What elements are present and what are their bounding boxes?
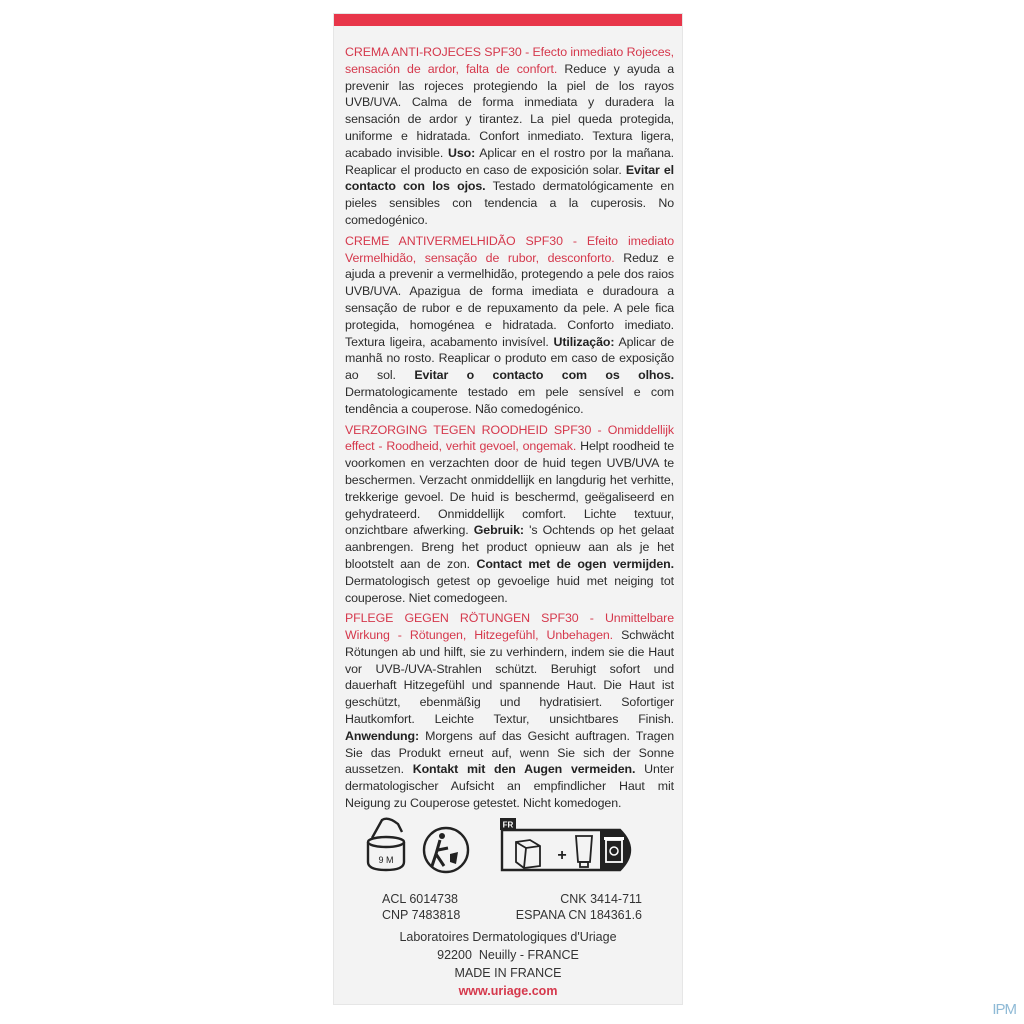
recycling-icons [354,812,654,880]
section-es-bold-use: Uso: [448,145,476,160]
section-pt-text: Reduz e ajuda a prevenir a vermelhidão, protegendo a pele dos raios UVB/UVA. Apazigua de forma imediata e duradoura a sensação de rubor e de repuxamento da pele. A pele fica protegida, homogénea e hidratada. Conforto imediato. Textura ligeira, acabamento invisível. [345,250,674,349]
section-es-text-3: Testado dermatológicamente en pieles sensibles con tendencia a la cuperosis. No comedogénico. [345,179,674,227]
fr-label: FR [502,820,514,830]
acl-code: ACL 6014738 [382,892,458,906]
lab-name: Laboratoires Dermatologiques d'Uriage [399,930,617,944]
section-nl [345,422,674,607]
product-description [345,44,674,816]
section-pt-bold-use: Utilização: [553,334,615,349]
tidyman-icon [424,828,468,872]
section-es-bold-warning: Evitar el contacto con los ojos. [345,162,674,194]
section-de-bold-use: Anwendung: [345,728,420,743]
section-es [345,44,674,229]
section-nl-bold-warning: Contact met de ogen vermijden. [476,556,674,571]
section-es-heading: CREMA ANTI-ROJECES SPF30 - Efecto inmediato Rojeces, sensación de ardor, falta de confort. [345,45,674,76]
lab-address: 92200 Neuilly - FRANCE [437,948,579,962]
pao-jar-icon [368,819,404,870]
section-nl-text-2: 's Ochtends op het gelaat aanbrengen. Breng het product opnieuw aan als je het blootstelt aan de zon. [345,523,674,571]
section-pt-heading: CREME ANTIVERMELHIDÃO SPF30 - Efeito imediato Vermelhidão, sensação de rubor, desconforto. [345,233,674,265]
section-de-heading: PFLEGE GEGEN RÖTUNGEN SPF30 - Unmittelbare Wirkung - Rötungen, Hitzegefühl, Unbehagen. [345,611,674,643]
plus-sign: + [557,847,567,864]
red-top-bar [334,14,682,26]
made-in: MADE IN FRANCE [454,966,562,980]
section-es-text-2: Aplicar en el rostro por la mañana. Reaplicar el producto en caso de exposición solar. [345,145,675,177]
section-pt-text-2: Aplicar de manhã no rosto. Reaplicar o produto em caso de exposição ao sol. [345,334,674,383]
codes-row-2 [382,907,642,923]
section-pt-bold-warning: Evitar o contacto com os olhos. [414,368,674,383]
section-de-text-3: Unter dermatologischer Aufsicht an empfindlicher Haut mit Neigung zu Couperose getestet. Nicht komedogen. [345,762,674,811]
ipm-watermark: IPM [992,1001,1016,1018]
section-pt [345,233,674,418]
manufacturer-info [334,928,682,1000]
codes-row-1 [382,891,642,907]
cnk-code: CNK 3414-711 [560,892,642,906]
section-nl-bold-use: Gebruik: [473,523,524,538]
section-es-text: Reduce y ayuda a prevenir las rojeces protegiendo la piel de los rayos UVB/UVA. Calma de forma inmediata y duradera la sensación de ardor y tirantez. La piel queda protegida, uniforme e hidratada. Confort inmediato. Textura ligera, acabado invisible. [345,61,674,160]
website-link[interactable]: www.uriage.com [458,984,558,998]
espana-code: ESPANA CN 184361.6 [515,908,642,922]
section-de-text-2: Morgens auf das Gesicht auftragen. Tragen Sie das Produkt erneut auf, wenn Sie sich der Sonne aussetzen. [345,728,674,777]
section-de [345,610,674,812]
pao-label: 9 M [378,855,394,865]
section-pt-text-3: Dermatologicamente testado em pele sensível e com tendência a couperose. Não comedogénico. [345,384,674,416]
section-nl-text-3: Dermatologisch getest op gevoelige huid met neiging tot couperose. Niet comedogeen. [345,573,674,605]
section-de-bold-warning: Kontakt mit den Augen vermeiden. [412,762,636,777]
product-box-panel [334,14,682,1004]
section-de-text: Schwächt Rötungen ab und hilft, sie zu verhindern, indem sie die Haut vor UVB-/UVA-Strahlen schützt. Beruhigt sofort und dauerhaft Hitzegefühl und spannende Haut. Die Haut ist geschützt, ebenmäßig und hydratisiert. Sofortiger Hautkomfort. Leichte Textur, unsichtbares Finish. [345,628,675,727]
cnp-code: CNP 7483818 [382,908,461,922]
section-nl-heading: VERZORGING TEGEN ROODHEID SPF30 - Onmiddellijk effect - Roodheid, verhit gevoel, ongemak. [345,422,674,454]
section-nl-text: Helpt roodheid te voorkomen en verzachten door de huid tegen UVB/UVA te beschermen. Verzacht onmiddellijk en langdurig het verhitte, trekkerige gevoel. De huid is beschermd, geëgaliseerd en gehydrateerd. Onmiddellijk comfort. Lichte textuur, onzichtbare afwerking. [345,439,674,538]
triman-info-icon [500,818,630,870]
product-codes [382,891,642,923]
